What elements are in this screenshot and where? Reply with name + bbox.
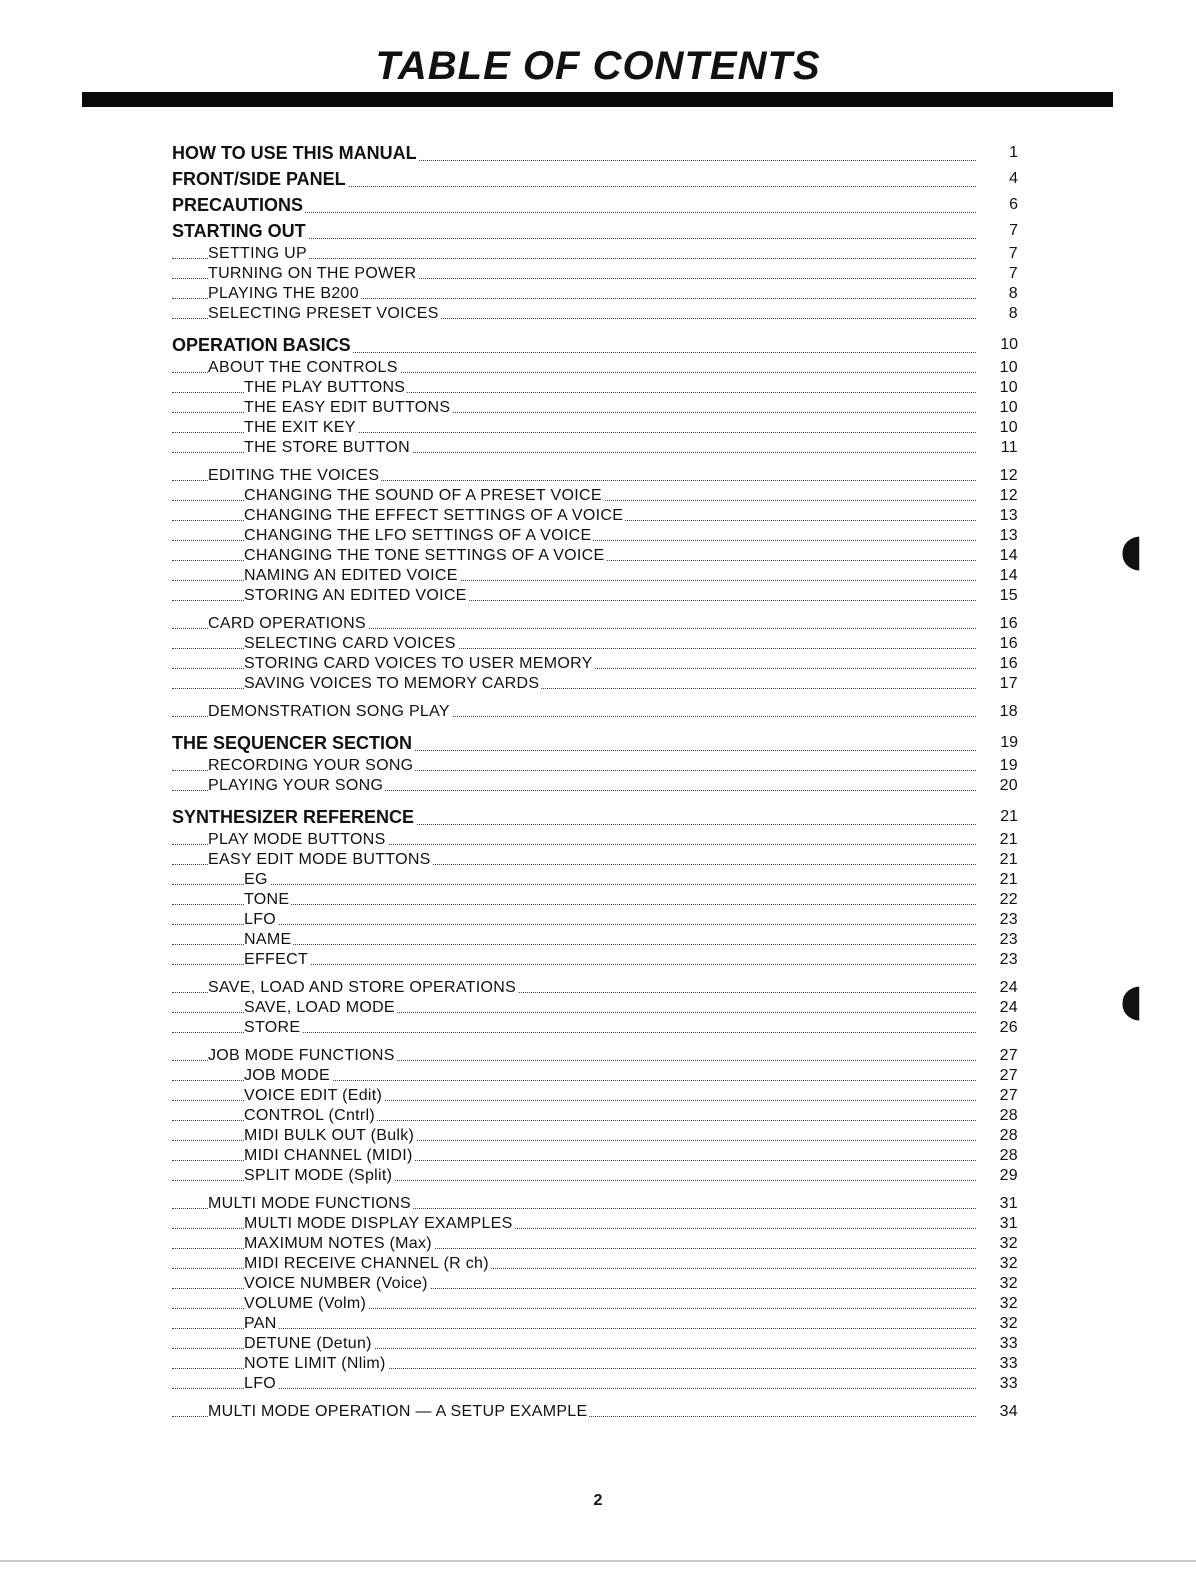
toc-entry <box>172 284 1020 304</box>
toc-entry-page: 24 <box>988 998 1018 1018</box>
toc-entry-page: 27 <box>988 1086 1018 1106</box>
toc-entry-page: 27 <box>988 1066 1018 1086</box>
toc-entry-label: MIDI BULK OUT (Bulk) <box>244 1127 415 1144</box>
toc-entry-label: HOW TO USE THIS MANUAL <box>172 143 417 163</box>
toc-entry-page: 34 <box>988 1402 1018 1422</box>
toc-entry-label: OPERATION BASICS <box>172 335 351 355</box>
toc-entry-page: 13 <box>988 506 1018 526</box>
toc-entry-label: CHANGING THE LFO SETTINGS OF A VOICE <box>244 527 592 544</box>
toc-entry <box>172 1234 1020 1254</box>
toc-entry-page: 28 <box>988 1126 1018 1146</box>
binder-hole-mark: ◖ <box>1120 975 1144 1026</box>
toc-entry <box>172 1334 1020 1354</box>
toc-entry-label: CARD OPERATIONS <box>208 615 366 632</box>
toc-entry-label: EASY EDIT MODE BUTTONS <box>208 851 431 868</box>
toc-entry-page: 19 <box>988 730 1018 756</box>
toc-entry <box>172 850 1020 870</box>
toc-entry <box>172 998 1020 1018</box>
toc-entry <box>172 1214 1020 1234</box>
toc-entry-page: 32 <box>988 1274 1018 1294</box>
toc-entry <box>172 1354 1020 1374</box>
page-title: TABLE OF CONTENTS <box>375 44 821 88</box>
toc-entry-label: EDITING THE VOICES <box>208 467 380 484</box>
toc-entry-page: 21 <box>988 830 1018 850</box>
toc-entry <box>172 978 1020 998</box>
toc-entry-label: MIDI RECEIVE CHANNEL (R ch) <box>244 1255 489 1272</box>
toc-entry-label: SPLIT MODE (Split) <box>244 1167 393 1184</box>
toc-entry-page: 29 <box>988 1166 1018 1186</box>
toc-entry-label: NOTE LIMIT (Nlim) <box>244 1355 386 1372</box>
leader-dots <box>172 924 976 925</box>
toc-entry-label: SELECTING CARD VOICES <box>244 635 456 652</box>
toc-entry <box>172 1086 1020 1106</box>
toc-entry <box>172 1046 1020 1066</box>
toc-entry-page: 17 <box>988 674 1018 694</box>
toc-entry-page: 10 <box>988 418 1018 438</box>
toc-entry-label: CONTROL (Cntrl) <box>244 1107 376 1124</box>
toc-entry <box>172 1294 1020 1314</box>
toc-entry-page: 24 <box>988 978 1018 998</box>
toc-entry <box>172 702 1020 722</box>
toc-entry-label: STORING CARD VOICES TO USER MEMORY <box>244 655 593 672</box>
toc-entry <box>172 730 1020 756</box>
toc-entry <box>172 776 1020 796</box>
toc-entry <box>172 166 1020 192</box>
toc-entry <box>172 466 1020 486</box>
toc-entry-label: STARTING OUT <box>172 221 306 241</box>
toc-entry-page: 23 <box>988 930 1018 950</box>
toc-entry-label: JOB MODE <box>244 1067 330 1084</box>
toc-entry-page: 16 <box>988 614 1018 634</box>
toc-entry-page: 32 <box>988 1254 1018 1274</box>
toc-entry-label: MIDI CHANNEL (MIDI) <box>244 1147 413 1164</box>
toc-entry-page: 7 <box>988 264 1018 284</box>
toc-entry-label: MAXIMUM NOTES (Max) <box>244 1235 432 1252</box>
toc-entry-label: THE EASY EDIT BUTTONS <box>244 399 451 416</box>
toc-entry-page: 7 <box>988 218 1018 244</box>
toc-entry-label: PAN <box>244 1315 277 1332</box>
toc-entry <box>172 910 1020 930</box>
toc-entry <box>172 358 1020 378</box>
toc-entry <box>172 192 1020 218</box>
toc-entry-page: 6 <box>988 192 1018 218</box>
toc-entry <box>172 654 1020 674</box>
toc-entry-page: 10 <box>988 398 1018 418</box>
toc-entry-label: MULTI MODE OPERATION — A SETUP EXAMPLE <box>208 1403 588 1420</box>
toc-entry-page: 31 <box>988 1194 1018 1214</box>
toc-entry <box>172 1018 1020 1038</box>
toc-entry <box>172 1166 1020 1186</box>
toc-entry-page: 12 <box>988 466 1018 486</box>
toc-entry-label: LFO <box>244 911 277 928</box>
toc-entry <box>172 438 1020 458</box>
toc-entry-label: SAVING VOICES TO MEMORY CARDS <box>244 675 540 692</box>
toc-entry <box>172 566 1020 586</box>
toc-entry <box>172 870 1020 890</box>
toc-entry-label: PLAYING YOUR SONG <box>208 777 384 794</box>
toc-entry-page: 16 <box>988 654 1018 674</box>
toc-entry-page: 14 <box>988 566 1018 586</box>
toc-entry-label: SAVE, LOAD MODE <box>244 999 395 1016</box>
toc-entry <box>172 1374 1020 1394</box>
toc-entry <box>172 830 1020 850</box>
toc-entry <box>172 634 1020 654</box>
toc-entry-page: 19 <box>988 756 1018 776</box>
leader-dots <box>172 1328 976 1329</box>
toc-entry-page: 15 <box>988 586 1018 606</box>
leader-dots <box>172 904 976 905</box>
toc-entry-label: THE EXIT KEY <box>244 419 356 436</box>
toc-entry <box>172 398 1020 418</box>
toc-entry-page: 14 <box>988 546 1018 566</box>
toc-entry-label: VOICE NUMBER (Voice) <box>244 1275 428 1292</box>
toc-entry-label: TONE <box>244 891 290 908</box>
binder-hole-mark: ◖ <box>1120 525 1144 576</box>
toc-entry-page: 28 <box>988 1146 1018 1166</box>
toc-entry-label: THE SEQUENCER SECTION <box>172 733 413 753</box>
toc-entry-page: 8 <box>988 304 1018 324</box>
toc-entry-page: 18 <box>988 702 1018 722</box>
toc-entry-label: PRECAUTIONS <box>172 195 304 215</box>
toc-entry <box>172 244 1020 264</box>
toc-entry-label: JOB MODE FUNCTIONS <box>208 1047 395 1064</box>
toc-entry-label: VOLUME (Volm) <box>244 1295 367 1312</box>
toc-entry-label: SYNTHESIZER REFERENCE <box>172 807 415 827</box>
toc-entry-page: 33 <box>988 1354 1018 1374</box>
toc-entry-page: 4 <box>988 166 1018 192</box>
toc-entry <box>172 1066 1020 1086</box>
toc-entry <box>172 378 1020 398</box>
toc-entry <box>172 614 1020 634</box>
toc-entry <box>172 418 1020 438</box>
toc-entry-label: FRONT/SIDE PANEL <box>172 169 346 189</box>
toc-entry-page: 1 <box>988 140 1018 166</box>
scan-edge-line <box>0 1560 1196 1562</box>
toc-entry-page: 28 <box>988 1106 1018 1126</box>
toc-entry-label: THE PLAY BUTTONS <box>244 379 406 396</box>
toc-entry-page: 27 <box>988 1046 1018 1066</box>
toc-entry-page: 10 <box>988 332 1018 358</box>
toc-entry <box>172 586 1020 606</box>
toc-entry <box>172 804 1020 830</box>
toc-entry <box>172 304 1020 324</box>
toc-entry-page: 31 <box>988 1214 1018 1234</box>
toc-entry-label: EG <box>244 871 268 888</box>
toc-entry-page: 33 <box>988 1374 1018 1394</box>
toc-entry-page: 32 <box>988 1314 1018 1334</box>
toc-entry <box>172 486 1020 506</box>
toc-entry-page: 7 <box>988 244 1018 264</box>
leader-dots <box>172 1388 976 1389</box>
toc-entry-label: PLAYING THE B200 <box>208 285 359 302</box>
toc-entry-label: STORING AN EDITED VOICE <box>244 587 467 604</box>
toc-entry-page: 20 <box>988 776 1018 796</box>
toc-entry-page: 22 <box>988 890 1018 910</box>
toc-entry-page: 12 <box>988 486 1018 506</box>
table-of-contents <box>172 140 1020 1422</box>
toc-entry-page: 8 <box>988 284 1018 304</box>
toc-entry-label: CHANGING THE TONE SETTINGS OF A VOICE <box>244 547 605 564</box>
toc-entry <box>172 332 1020 358</box>
toc-entry <box>172 930 1020 950</box>
toc-entry-page: 33 <box>988 1334 1018 1354</box>
toc-entry-label: MULTI MODE DISPLAY EXAMPLES <box>244 1215 513 1232</box>
toc-entry <box>172 526 1020 546</box>
toc-entry-label: DEMONSTRATION SONG PLAY <box>208 703 450 720</box>
toc-entry-label: ABOUT THE CONTROLS <box>208 359 398 376</box>
toc-entry <box>172 1402 1020 1422</box>
toc-entry-page: 10 <box>988 358 1018 378</box>
toc-entry <box>172 1106 1020 1126</box>
toc-entry <box>172 1254 1020 1274</box>
toc-entry <box>172 218 1020 244</box>
toc-entry <box>172 756 1020 776</box>
toc-entry-label: CHANGING THE EFFECT SETTINGS OF A VOICE <box>244 507 624 524</box>
toc-entry-label: EFFECT <box>244 951 309 968</box>
toc-entry-label: TURNING ON THE POWER <box>208 265 417 282</box>
toc-entry <box>172 1314 1020 1334</box>
toc-entry <box>172 506 1020 526</box>
toc-entry-page: 32 <box>988 1234 1018 1254</box>
toc-entry <box>172 1126 1020 1146</box>
toc-entry-page: 21 <box>988 804 1018 830</box>
toc-entry <box>172 674 1020 694</box>
toc-entry <box>172 264 1020 284</box>
toc-entry-label: LFO <box>244 1375 277 1392</box>
toc-entry <box>172 1146 1020 1166</box>
toc-entry-page: 21 <box>988 850 1018 870</box>
title-rule <box>82 92 1113 107</box>
toc-entry <box>172 1274 1020 1294</box>
toc-entry-label: MULTI MODE FUNCTIONS <box>208 1195 412 1212</box>
toc-entry-label: THE STORE BUTTON <box>244 439 411 456</box>
toc-entry <box>172 546 1020 566</box>
toc-entry-label: SELECTING PRESET VOICES <box>208 305 439 322</box>
toc-entry <box>172 1194 1020 1214</box>
leader-dots <box>172 884 976 885</box>
toc-entry <box>172 140 1020 166</box>
toc-entry-label: STORE <box>244 1019 301 1036</box>
toc-entry-page: 16 <box>988 634 1018 654</box>
toc-entry-page: 32 <box>988 1294 1018 1314</box>
toc-entry-label: VOICE EDIT (Edit) <box>244 1087 383 1104</box>
toc-entry-label: NAMING AN EDITED VOICE <box>244 567 458 584</box>
toc-entry <box>172 890 1020 910</box>
toc-entry-page: 23 <box>988 910 1018 930</box>
toc-entry-label: SAVE, LOAD AND STORE OPERATIONS <box>208 979 517 996</box>
toc-entry-page: 21 <box>988 870 1018 890</box>
toc-entry-label: PLAY MODE BUTTONS <box>208 831 386 848</box>
toc-entry-page: 23 <box>988 950 1018 970</box>
toc-entry <box>172 950 1020 970</box>
toc-entry-label: RECORDING YOUR SONG <box>208 757 414 774</box>
toc-entry-label: SETTING UP <box>208 245 308 262</box>
toc-entry-label: DETUNE (Detun) <box>244 1335 372 1352</box>
toc-entry-page: 11 <box>988 438 1018 458</box>
page-number: 2 <box>593 1492 603 1509</box>
toc-entry-label: CHANGING THE SOUND OF A PRESET VOICE <box>244 487 602 504</box>
toc-entry-page: 26 <box>988 1018 1018 1038</box>
toc-entry-page: 13 <box>988 526 1018 546</box>
toc-entry-page: 10 <box>988 378 1018 398</box>
toc-entry-label: NAME <box>244 931 292 948</box>
